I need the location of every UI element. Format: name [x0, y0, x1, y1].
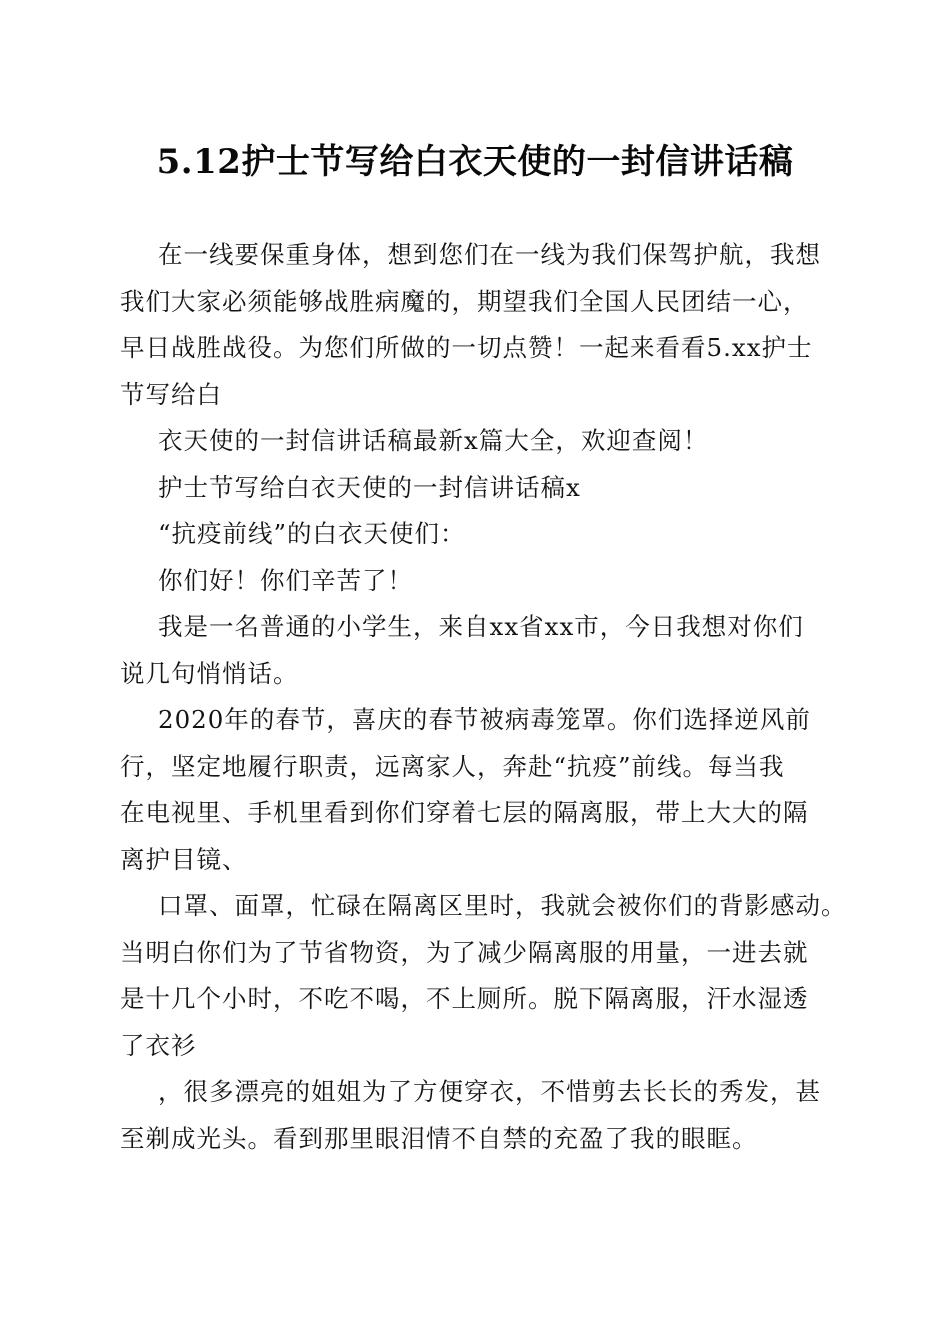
text-line: 我是一名普通的小学生，来自xx省xx市，今日我想对你们	[158, 612, 804, 641]
text-line: 在一线要保重身体，想到您们在一线为我们保驾护航，我想	[158, 240, 821, 269]
text-line: 行，坚定地履行职责，远离家人，奔赴“抗疫”前线。每当我	[120, 751, 785, 781]
text-line: “抗疫前线”的白衣天使们：	[158, 519, 466, 548]
text-line: ，很多漂亮的姐姐为了方便穿衣，不惜剪去长长的秀发，甚	[158, 1077, 821, 1106]
text-line: 当明白你们为了节省物资，为了减少隔离服的用量，一进去就	[120, 937, 809, 967]
text-line: 2020年的春节，喜庆的春节被病毒笼罩。你们选择逆风前	[158, 705, 811, 734]
text-line: 说几句悄悄话。	[120, 658, 299, 688]
document-body	[120, 232, 847, 1162]
text-line: 离护目镜、	[120, 844, 248, 874]
text-line: 是十几个小时，不吃不喝，不上厕所。脱下隔离服，汗水湿透	[120, 984, 809, 1013]
text-line: 你们好！你们辛苦了！	[158, 565, 413, 595]
text-line: 了衣衫	[120, 1030, 197, 1060]
text-line: 护士节写给白衣天使的一封信讲话稿x	[158, 472, 581, 502]
document-title: 5.12护士节写给白衣天使的一封信讲话稿	[156, 142, 794, 182]
text-line: 口罩、面罩，忙碌在隔离区里时，我就会被你们的背影感动。	[158, 891, 847, 920]
text-line: 我们大家必须能够战胜病魔的，期望我们全国人民团结一心，	[120, 286, 809, 316]
text-line: 在电视里、手机里看到你们穿着七层的隔离服，带上大大的隔	[120, 798, 809, 827]
text-line: 早日战胜战役。为您们所做的一切点赞！一起来看看5.xx护士	[120, 333, 813, 362]
text-line: 衣天使的一封信讲话稿最新x篇大全，欢迎查阅！	[158, 426, 709, 455]
text-line: 节写给白	[120, 379, 222, 409]
text-line: 至剃成光头。看到那里眼泪情不自禁的充盈了我的眼眶。	[120, 1123, 758, 1153]
